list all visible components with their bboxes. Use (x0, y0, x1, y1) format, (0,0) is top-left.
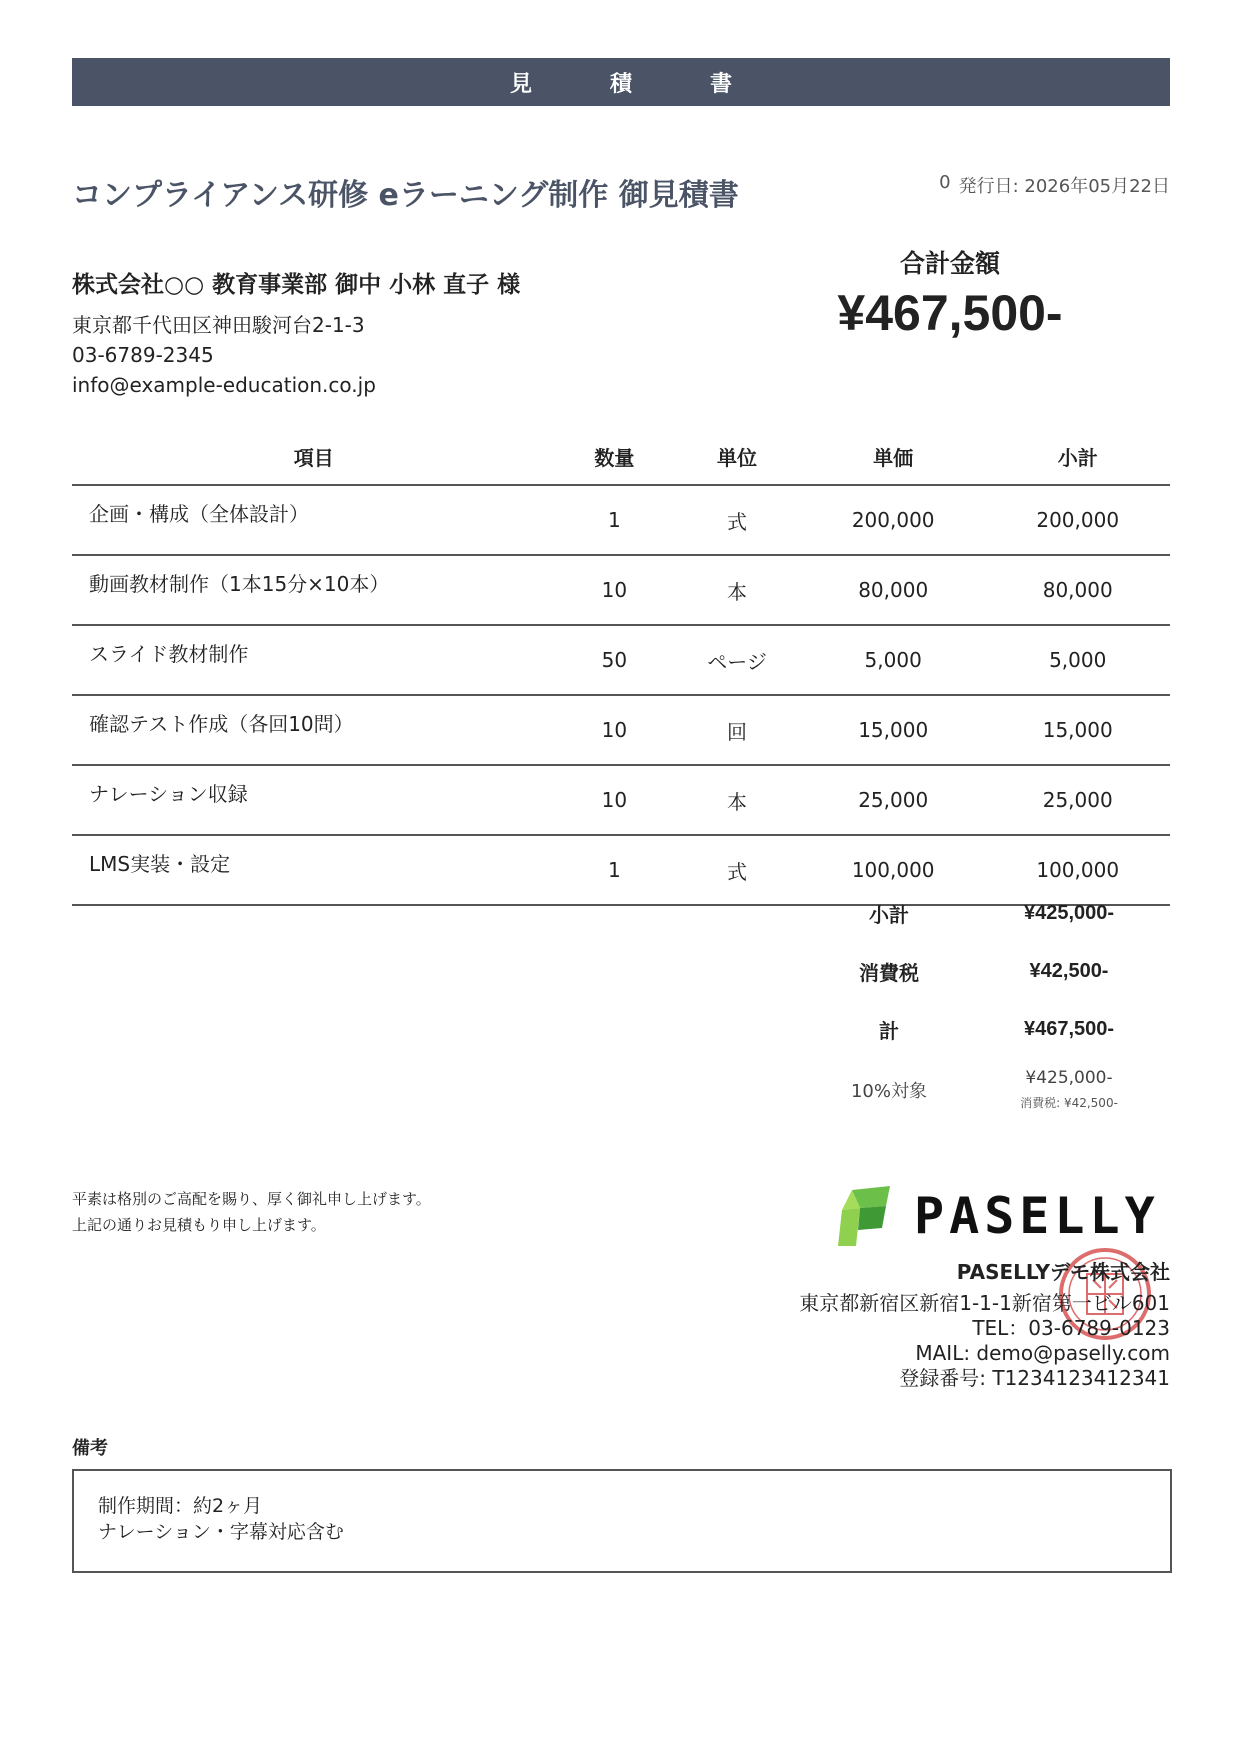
greeting-line-1: 平素は格別のご高配を賜り、厚く御礼申し上げます。 (72, 1190, 431, 1208)
row-price: 15,000 (801, 695, 986, 765)
total-box (760, 244, 1140, 342)
tax-rate-base: ¥425,000- (1025, 1068, 1113, 1088)
summary-subtotal-value: ¥425,000- (1023, 901, 1115, 924)
row-price: 5,000 (801, 625, 986, 695)
greeting-text (72, 1186, 431, 1238)
client-info (72, 310, 376, 400)
row-qty: 1 (556, 835, 674, 905)
document-header-title: 見 積 書 (509, 71, 760, 97)
summary-block (799, 884, 1159, 1111)
row-subtotal: 80,000 (985, 555, 1170, 625)
table-header-row (72, 428, 1170, 485)
row-subtotal: 15,000 (985, 695, 1170, 765)
logo-mark-icon (838, 1184, 900, 1248)
total-amount: ¥467,500- (837, 285, 1063, 341)
row-price: 25,000 (801, 765, 986, 835)
table-row (72, 625, 1170, 695)
company-address: 東京都新宿区新宿1-1-1新宿第一ビル601 (799, 1291, 1170, 1315)
row-subtotal: 200,000 (985, 485, 1170, 555)
summary-tax-value: ¥42,500- (1029, 959, 1109, 982)
row-name: 動画教材制作（1本15分×10本） (72, 555, 556, 625)
client-name: 株式会社○○ 教育事業部 御中 小林 直子 様 (72, 272, 521, 298)
table-row (72, 695, 1170, 765)
row-unit: 回 (673, 695, 801, 765)
items-table (72, 428, 1170, 906)
company-name: PASELLYデモ株式会社 (956, 1260, 1170, 1284)
client-address: 東京都千代田区神田駿河台2-1-3 (72, 313, 365, 337)
summary-tax-label: 消費税 (859, 960, 919, 985)
header-subtotal: 小計 (985, 428, 1170, 485)
row-name: LMS実装・設定 (72, 835, 556, 905)
summary-total-row (799, 1000, 1159, 1058)
tax-rate-values (979, 1068, 1159, 1111)
company-info (799, 1260, 1170, 1391)
document-number: 0 (939, 172, 951, 193)
row-unit: ページ (673, 625, 801, 695)
header-qty: 数量 (556, 428, 674, 485)
summary-total-value: ¥467,500- (1023, 1017, 1115, 1040)
notes-line-2: ナレーション・字幕対応含む (98, 1521, 344, 1543)
header-price: 単価 (801, 428, 986, 485)
company-logo (838, 1180, 1172, 1252)
row-name: 確認テスト作成（各回10問） (72, 695, 556, 765)
header-item: 項目 (72, 428, 556, 485)
row-unit: 本 (673, 765, 801, 835)
issue-date: 発行日: 2026年05月22日 (958, 176, 1170, 197)
tax-rate-tax: 消費税: ¥42,500- (1020, 1096, 1118, 1110)
greeting-line-2: 上記の通りお見積もり申し上げます。 (72, 1216, 326, 1234)
summary-tax-row (799, 942, 1159, 1000)
row-price: 200,000 (801, 485, 986, 555)
header-unit: 単位 (673, 428, 801, 485)
logo-wordmark: PASELLY (914, 1187, 1160, 1245)
notes-box (72, 1469, 1172, 1573)
row-name: スライド教材制作 (72, 625, 556, 695)
row-price: 80,000 (801, 555, 986, 625)
row-unit: 式 (673, 835, 801, 905)
summary-total-label: 計 (879, 1018, 899, 1043)
summary-subtotal-row (799, 884, 1159, 942)
row-unit: 式 (673, 485, 801, 555)
row-subtotal: 100,000 (985, 835, 1170, 905)
client-phone: 03-6789-2345 (72, 343, 214, 367)
tax-rate-label: 10%対象 (850, 1080, 927, 1102)
row-qty: 10 (556, 695, 674, 765)
row-subtotal: 25,000 (985, 765, 1170, 835)
row-qty: 10 (556, 765, 674, 835)
company-mail: MAIL: demo@paselly.com (915, 1341, 1170, 1365)
tax-rate-row (799, 1068, 1159, 1111)
row-qty: 1 (556, 485, 674, 555)
company-tel: TEL：03-6789-0123 (972, 1316, 1170, 1340)
total-label: 合計金額 (899, 249, 1000, 278)
row-subtotal: 5,000 (985, 625, 1170, 695)
notes-body (74, 1471, 1170, 1567)
summary-subtotal-label: 小計 (869, 902, 909, 927)
issue-info (939, 172, 1170, 198)
row-name: ナレーション収録 (72, 765, 556, 835)
company-registration: 登録番号: T1234123412341 (899, 1366, 1170, 1390)
row-unit: 本 (673, 555, 801, 625)
row-qty: 10 (556, 555, 674, 625)
row-name: 企画・構成（全体設計） (72, 485, 556, 555)
document-title: コンプライアンス研修 eラーニング制作 御見積書 (72, 178, 739, 213)
document-header (72, 58, 1170, 106)
client-email: info@example-education.co.jp (72, 373, 376, 397)
row-qty: 50 (556, 625, 674, 695)
notes-title: 備考 (72, 1438, 108, 1459)
table-row (72, 765, 1170, 835)
row-price: 100,000 (801, 835, 986, 905)
notes-line-1: 制作期間：約2ヶ月 (98, 1495, 263, 1517)
table-row (72, 485, 1170, 555)
table-row (72, 555, 1170, 625)
